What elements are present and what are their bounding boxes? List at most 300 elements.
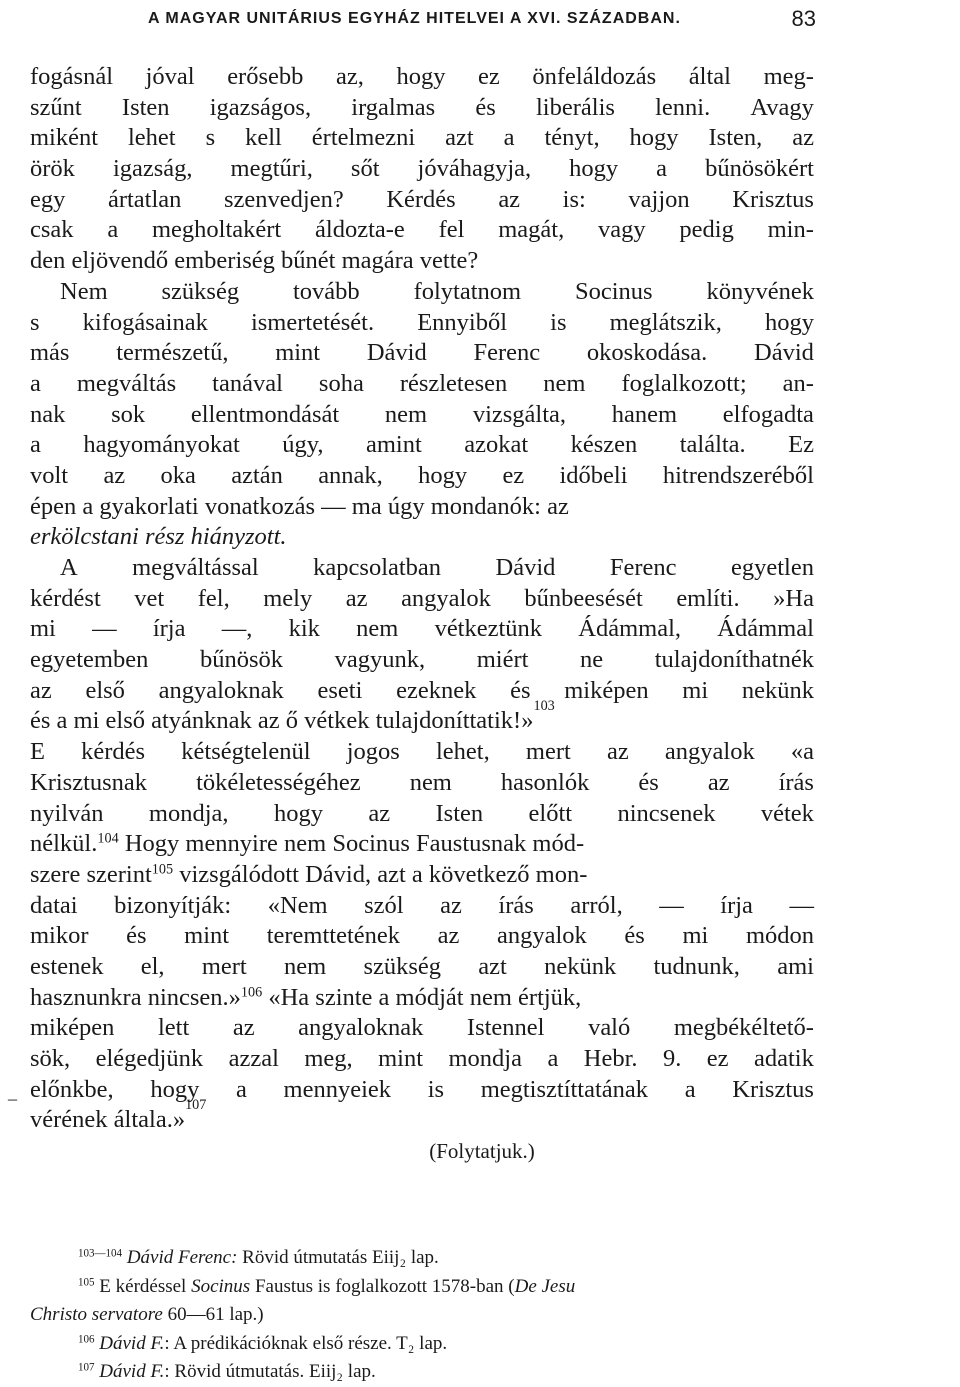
word: csak [30,216,74,244]
word: egyetemben [30,646,149,674]
word: oka [160,461,196,489]
text-line [30,93,814,124]
footnote [30,1273,814,1302]
word: az [232,1014,255,1042]
body-text [30,62,814,1167]
word: Krisztusnak [30,768,148,796]
word: is [427,1075,445,1103]
text-line [30,1013,814,1044]
word: lett [157,1014,190,1042]
word: az [30,676,52,704]
word: egy [30,185,66,213]
word: szükség [161,277,240,305]
text-line [30,461,814,492]
word: hasonlók [500,768,590,796]
word: a [503,124,515,152]
word: mennyeiek [283,1075,392,1103]
text-line [30,154,814,185]
word: ellentmondását [190,400,340,428]
text-line [30,553,814,584]
text-line: den eljövendő emberiség bűnét magára vette? [30,247,479,275]
word: szűnt [30,93,82,121]
text-line [30,799,814,830]
word: jóváhagyja, [417,155,532,183]
word: vizsgálta, [472,400,567,428]
word: ez [706,1045,729,1072]
word: E [30,738,45,766]
word: írja [152,615,186,643]
word: Istennel [466,1014,545,1042]
word: elégedjünk [95,1045,204,1072]
word: s [205,124,216,152]
word: arról, [570,891,623,919]
word: kétségtelenül [181,738,311,766]
word: tulajdoníthatnék [654,646,814,674]
word: mely [263,584,313,612]
text-line [30,277,814,308]
word: Dávid [366,339,427,367]
word: meg- [763,63,814,90]
word: hagyományokat [83,431,240,459]
word: min- [767,216,814,244]
word: — [92,615,117,643]
footnote-title: Dávid Ferenc: [126,1247,238,1268]
word: részletesen [399,369,508,397]
footnote [30,1330,814,1359]
word: kapcsolatban [313,554,442,581]
word: a [236,1075,247,1103]
word: nincsenek [617,799,716,827]
word: a [684,1075,696,1103]
footnote-title: Christo servatore [30,1304,163,1325]
text-line [30,891,814,922]
text-span: és a mi első atyánknak az ő vétkek tulajdoníttatik!» [30,707,534,735]
word: nekünk [741,676,814,704]
text-line [30,430,814,461]
text-line [30,983,814,1014]
word: az [103,461,126,489]
word: Ez [788,431,814,459]
word: eseti [317,676,363,704]
word: mondja, [148,799,229,827]
word: annak, [318,461,383,489]
word: az [606,738,629,766]
word: fogásnál [30,63,113,90]
word: a [30,369,41,397]
word: angyalok [497,922,587,950]
word: az, [335,63,364,90]
word: hogy [569,155,619,183]
word: az [368,799,391,827]
word: az [792,124,814,152]
footnote [30,1244,814,1273]
text-line [30,1097,814,1136]
text-span: épen a gyakorlati vonatkozás — ma úgy mondanók: az [30,492,569,520]
word: mi [682,922,709,950]
word: mondja [448,1045,522,1072]
text-line [30,614,814,645]
footnote-title: Dávid F. [99,1361,165,1382]
text-line [30,860,814,891]
word: is [550,308,567,336]
word: örök [30,155,75,183]
word: az [498,185,521,213]
word: Isten, [708,124,763,152]
word: és [510,676,531,704]
word: megbékéltető- [673,1014,814,1042]
footnote-continued [30,1301,814,1330]
text-span [30,860,587,891]
footnote-text: : Rövid útmutatás. Eiij₂ lap. [164,1361,376,1382]
word: fel [438,216,465,244]
margin-mark: _ [8,1082,17,1102]
footnote-ref: 106 [240,984,263,1001]
word: igazság, [112,155,193,183]
word: ismertetését. [250,308,375,336]
word: írás [498,891,534,919]
word: teremttetének [266,922,401,950]
word: nem [283,952,327,980]
word: tényt, [544,124,600,152]
word: szenvedjen? [224,185,344,213]
word: lehet, [435,738,490,766]
text-line [30,645,814,676]
word: 9. [662,1045,682,1072]
footnote-text: 60—61 lap.) [162,1304,264,1325]
word: azokat [464,431,529,459]
word: megváltással [132,554,259,581]
word: említi. [676,584,740,612]
word: bűnbeesését [524,584,643,612]
word: bűnösökért [705,155,814,183]
word: Kérdés [386,185,456,213]
word: írja [720,891,753,919]
word: — [789,891,814,919]
text-line [30,400,814,431]
word: azt [478,952,507,980]
word: aztán [231,461,283,489]
word: sőt [350,155,380,183]
word: igazságos, [209,93,312,121]
word: Socinus [574,277,653,305]
word: kell [245,124,282,152]
word: Krisztus [732,185,814,213]
word: Isten [121,93,170,121]
word: az [440,891,462,919]
footnote-number: 105 [78,1275,95,1288]
word: estenek [30,952,104,980]
footnote-ref: 103 [533,698,555,715]
word: angyaloknak [298,1014,424,1042]
text-line [30,308,814,339]
footnote [30,1358,814,1387]
word: Ádámmal, [578,615,682,643]
word: nem [409,768,452,796]
word: és [624,922,645,950]
word: és [475,93,496,121]
word: folytatnom [413,277,522,305]
word: más [30,339,70,367]
word: bizonyítják: [114,891,232,919]
text-span [30,983,581,1014]
word: jogos [346,738,400,766]
word: vagyunk, [334,646,426,674]
continued-note: (Folytatjuk.) [429,1139,535,1164]
footnote-title: Dávid F. [99,1332,165,1354]
word: hogy [150,1075,200,1103]
word: magát, [498,216,565,244]
word: Ferenc [473,339,541,367]
word: miképen [30,1014,115,1042]
word: s [30,308,40,336]
word: a [547,1045,559,1072]
word: értelmezni [311,124,416,152]
word: előtt [528,799,573,827]
running-title: A MAGYAR UNITÁRIUS EGYHÁZ HITELVEI A XVI. SZÁZADBAN. [148,10,681,27]
text-span: vérének általa.» [30,1106,186,1134]
word: nekünk [544,952,617,980]
text-line [30,921,814,952]
word: sok [111,400,146,428]
word: an- [782,369,814,397]
word: vet [134,584,165,612]
word: fel, [197,584,230,612]
footnote-ref: 105 [151,861,174,878]
word: miért [476,646,529,674]
word: mint [378,1045,424,1072]
word: előnkbe, [30,1075,114,1103]
word: önfeláldozás [532,63,657,90]
text-line [30,768,814,799]
word: ártatlan [107,185,182,213]
footnote-number: 106 [78,1332,95,1345]
text-span: nélkül. [30,830,98,858]
word: szól [364,891,404,919]
word: és [126,922,147,950]
word: miként [30,124,99,152]
text-line [30,369,814,400]
text-line [30,338,814,369]
word: hogy [764,308,814,336]
text-line [30,829,814,860]
word: tudnunk, [653,952,740,980]
word: »Ha [773,584,814,612]
word: foglalkozott; [621,369,747,397]
word: mi [682,676,709,704]
word: —, [221,615,253,643]
text-line [30,1044,814,1075]
text-line: erkölcstani rész hiányzott. [30,523,287,551]
word: Ádámmal [717,615,814,643]
footnotes [30,1244,814,1387]
word: hanem [611,400,678,428]
word: könyvének [706,277,814,305]
word: lehet [128,124,176,152]
word: mikor [30,922,89,950]
word: liberális [536,93,615,121]
word: okoskodása. [586,339,708,367]
word: kérdés [81,738,146,766]
word: kifogásainak [82,308,208,336]
word: lenni. [655,93,711,121]
word: hogy [418,461,468,489]
text-line [30,584,814,615]
word: «a [790,738,814,766]
word: megtűri, [230,155,313,183]
word: egyetlen [730,554,814,581]
word: tovább [292,277,360,305]
word: nem [356,615,399,643]
word: is: [562,185,586,213]
word: azzal [228,1045,279,1072]
word: Avagy [750,93,814,121]
word: a [107,216,119,244]
word: által [688,63,731,90]
word: készen [570,431,638,459]
footnote-title: De Jesu [514,1275,576,1297]
word: azt [445,124,474,152]
word: nyilván [30,799,104,827]
text-span: szere szerint [30,860,152,888]
word: angyalok [664,738,755,766]
word: nem [384,400,428,428]
word: el, [140,952,165,980]
word: bűnösök [199,646,284,674]
word: első [85,676,125,704]
text-span [30,829,584,860]
text-span: «Ha szinte a módját nem értjük, [268,983,582,1011]
footnote-text: Rövid útmutatás Eiij₂ lap. [237,1247,439,1268]
word: az [707,768,730,796]
word: amint [365,431,422,459]
text-line [30,123,814,154]
word: angyaloknak [158,676,284,704]
text-span: hasznunkra nincsen.» [30,983,241,1011]
word: mert [201,952,247,980]
word: sök, [30,1045,71,1072]
word: irgalmas [351,93,436,121]
word: — [659,891,684,919]
text-line [30,215,814,246]
text-line [30,952,814,983]
word: hitrendszeréből [662,461,814,489]
word: és [638,768,659,796]
word: Dávid [495,554,556,581]
word: a [656,155,668,183]
word: elfogadta [722,400,814,428]
text-line [30,698,814,737]
word: vétkeztünk [434,615,543,643]
word: az [437,922,460,950]
word: vagy [598,216,646,244]
word: soha [318,369,364,397]
word: miképen [564,676,649,704]
word: ez [502,461,525,489]
word: pedig [679,216,734,244]
word: tökéletességéhez [196,768,361,796]
word: A [60,554,78,581]
word: Dávid [754,339,814,367]
word: nak [30,400,66,428]
word: ez [478,63,500,90]
text-line [30,62,814,93]
word: a [30,431,41,459]
word: hogy [396,63,446,90]
footnote-number: 107 [78,1361,95,1374]
word: Krisztus [732,1075,814,1103]
word: meg, [304,1045,353,1072]
text-line [30,1075,814,1106]
word: írás [778,768,814,796]
footnote-ref: 104 [97,830,119,847]
word: angyalok [401,584,491,612]
word: nem [543,369,586,397]
page-header [148,6,816,30]
word: áldozta-e [315,216,405,244]
word: megtisztíttatának [480,1075,649,1103]
word: Nem [60,277,108,305]
text-line [30,185,814,216]
footnote-text: : A prédikációknak első része. T₂ lap. [164,1332,448,1354]
word: mert [525,738,571,766]
word: «Nem [267,891,328,919]
word: úgy, [282,431,324,459]
text-line [30,492,814,523]
word: szükség [363,952,442,980]
word: megváltás [76,369,177,397]
footnote-number: 103—104 [78,1247,123,1260]
text-line [30,737,814,768]
word: hogy [273,799,323,827]
word: megholtakért [151,216,282,244]
word: Hebr. [583,1045,638,1072]
word: hogy [629,124,679,152]
text-span: vizsgálódott Dávid, azt a következő mon- [179,860,588,888]
footnote-name: Socinus [191,1275,251,1297]
footnote-ref: 107 [185,1097,207,1114]
word: tanával [212,369,283,397]
word: módon [745,922,814,950]
text-span: Hogy mennyire nem Socinus Faustusnak mód- [124,830,585,858]
word: mi [30,615,56,643]
footnote-text: E kérdéssel [94,1275,192,1297]
text-line [30,676,814,707]
footnote-text: Faustus is foglalkozott 1578-ban ( [250,1275,515,1297]
word: az [345,584,368,612]
word: adatik [754,1045,814,1072]
word: vétek [760,799,814,827]
word: Ferenc [609,554,677,581]
word: kik [288,615,320,643]
word: való [588,1014,631,1042]
word: ezeknek [396,676,477,704]
word: ne [580,646,604,674]
word: Ennyiből [417,308,508,336]
word: időbeli [559,461,628,489]
word: vajjon [628,185,690,213]
word: erősebb [227,63,304,90]
word: találta. [679,431,746,459]
word: mint [275,339,321,367]
word: meglátszik, [609,308,722,336]
word: ami [777,952,814,980]
word: datai [30,891,78,919]
word: mint [184,922,230,950]
word: kérdést [30,584,101,612]
word: volt [30,461,69,489]
word: természetű, [116,339,229,367]
page-number: 83 [791,6,816,31]
